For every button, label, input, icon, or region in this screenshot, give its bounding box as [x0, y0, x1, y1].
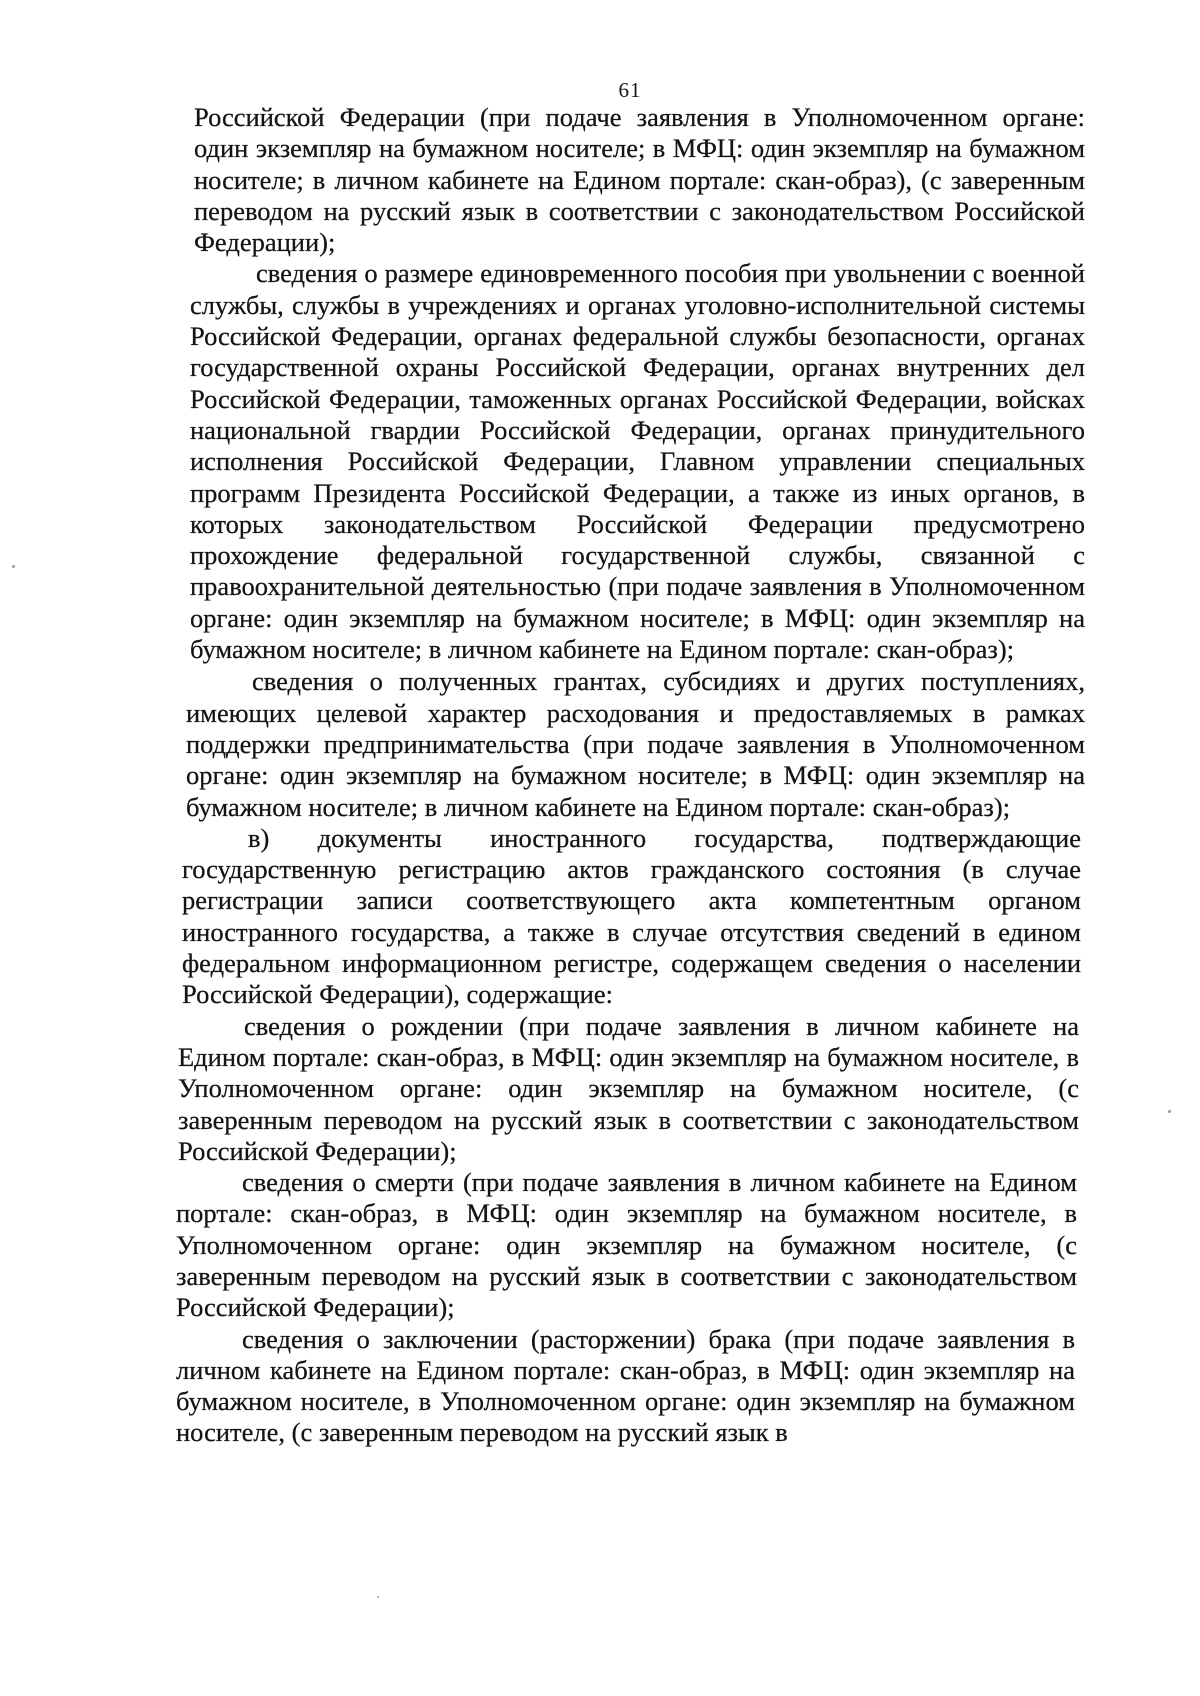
- paragraph-continuation: Российской Федерации (при подаче заявления в Уполномоченном органе: один экземпляр на бумажном носителе; в МФЦ: один экземпляр на бумажном носителе; в личном кабинете на Едином портале: скан-образ), (с заверенным переводом на русский язык в соответствии с законодательством Российской Федерации);: [194, 102, 1085, 258]
- scan-artifact-dot: [1168, 1110, 1171, 1113]
- scan-artifact-dot: [12, 565, 15, 568]
- paragraph-marriage-records: сведения о заключении (расторжении) брака (при подаче заявления в личном кабинете на Едином портале: скан-образ, в МФЦ: один экземпляр на бумажном носителе, в Уполномоченном органе: один экземпляр на бумажном носителе, (с заверенным переводом на русский язык в: [176, 1323, 1075, 1448]
- paragraph-birth-records: сведения о рождении (при подаче заявления в личном кабинете на Едином портале: скан-образ, в МФЦ: один экземпляр на бумажном носителе, в Уполномоченном органе: один экземпляр на бумажном носителе, (с заверенным переводом на русский язык в соответствии с законодательством Российской Федерации);: [178, 1010, 1079, 1166]
- paragraph-foreign-documents: в) документы иностранного государства, подтверждающие государственную регистрацию актов гражданского состояния (в случае регистрации записи соответствующего акта компетентным органом иностранного государства, а также в случае отсутствия сведений в едином федеральном информационном регистре, содержащем сведения о населении Российской Федерации), содержащие:: [182, 822, 1081, 1010]
- document-body: [176, 102, 1085, 1449]
- paragraph-lump-sum-allowance: сведения о размере единовременного пособия при увольнении с военной службы, службы в учреждениях и органах уголовно-исполнительной системы Российской Федерации, органах федеральной службы безопасности, органах государственной охраны Российской Федерации, органах внутренних дел Российской Федерации, таможенных органах Российской Федерации, войсках национальной гвардии Российской Федерации, органах принудительного исполнения Российской Федерации, Главном управлении специальных программ Президента Российской Федерации, а также из иных органов, в которых законодательством Российской Федерации предусмотрено прохождение федеральной государственной службы, связанной с правоохранительной деятельностью (при подаче заявления в Уполномоченном органе: один экземпляр на бумажном носителе; в МФЦ: один экземпляр на бумажном носителе; в личном кабинете на Едином портале: скан-образ);: [190, 258, 1085, 665]
- paragraph-death-records: сведения о смерти (при подаче заявления в личном кабинете на Едином портале: скан-образ, в МФЦ: один экземпляр на бумажном носителе, в Уполномоченном органе: один экземпляр на бумажном носителе, (с заверенным переводом на русский язык в соответствии с законодательством Российской Федерации);: [176, 1167, 1077, 1323]
- scan-artifact-dot: [377, 1596, 379, 1598]
- page-number: 61: [618, 78, 642, 102]
- paragraph-grants-subsidies: сведения о полученных грантах, субсидиях и других поступлениях, имеющих целевой характер расходования и предоставляемых в рамках поддержки предпринимательства (при подаче заявления в Уполномоченном органе: один экземпляр на бумажном носителе; в МФЦ: один экземпляр на бумажном носителе; в личном кабинете на Едином портале: скан-образ);: [186, 666, 1085, 822]
